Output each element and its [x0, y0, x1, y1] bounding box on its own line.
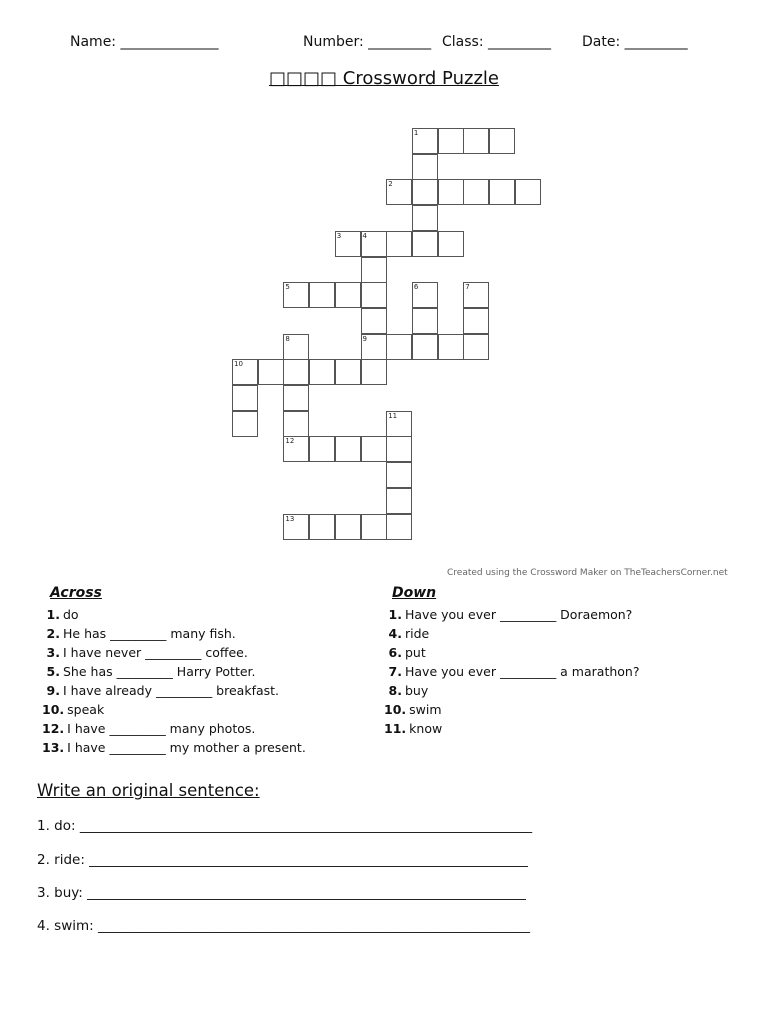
date-field: Date: _________ [582, 34, 688, 50]
clue-number: 8. [388, 683, 402, 698]
crossword-cell[interactable] [386, 179, 412, 205]
crossword-cell[interactable] [463, 179, 489, 205]
crossword-cell[interactable] [412, 308, 438, 334]
crossword-cell[interactable] [361, 257, 387, 283]
crossword-cell[interactable] [335, 231, 361, 257]
crossword-cell[interactable] [283, 411, 309, 437]
sentence-line-ride[interactable]: 2. ride: _________________________________________________________________ [37, 852, 528, 868]
crossword-cell[interactable] [489, 179, 515, 205]
clue-item [384, 605, 639, 624]
crossword-cell[interactable] [386, 436, 412, 462]
clue-number-label: 8 [285, 334, 290, 343]
crossword-cell[interactable] [361, 334, 387, 360]
clue-number-label: 1 [413, 129, 419, 137]
write-section-heading: Write an original sentence: [37, 781, 260, 800]
crossword-cell[interactable] [386, 462, 412, 488]
crossword-cell[interactable] [412, 282, 438, 308]
crossword-cell[interactable] [412, 231, 438, 257]
clue-number-label: 13 [285, 514, 295, 523]
clue-item [384, 700, 639, 719]
crossword-cell[interactable] [283, 385, 309, 411]
crossword-cell[interactable] [463, 282, 489, 308]
page-title: □□□□ Crossword Puzzle [269, 68, 499, 89]
crossword-cell[interactable] [361, 308, 387, 334]
crossword-cell[interactable] [463, 334, 489, 360]
crossword-cell[interactable] [386, 334, 412, 360]
crossword-cell[interactable] [283, 436, 309, 462]
clue-item [42, 624, 306, 643]
clue-item [384, 643, 639, 662]
clue-number: 1. [46, 607, 60, 622]
clue-item [384, 624, 639, 643]
clue-text: I have never _________ coffee. [63, 645, 248, 660]
crossword-cell[interactable] [438, 128, 464, 154]
clue-text: She has _________ Harry Potter. [63, 664, 256, 679]
crossword-cell[interactable] [386, 231, 412, 257]
crossword-cell[interactable] [412, 128, 438, 154]
across-heading: Across [50, 585, 102, 601]
crossword-cell[interactable] [412, 154, 438, 180]
clue-item [384, 681, 639, 700]
crossword-cell[interactable] [361, 359, 387, 385]
crossword-cell[interactable] [232, 385, 258, 411]
clue-number: 1. [388, 607, 402, 622]
down-heading: Down [392, 585, 437, 601]
crossword-cell[interactable] [361, 436, 387, 462]
crossword-cell[interactable] [335, 514, 361, 540]
clue-number-label: 11 [388, 411, 398, 420]
clue-number: 4. [388, 626, 402, 641]
crossword-cell[interactable] [463, 128, 489, 154]
clue-item [42, 662, 306, 681]
clue-text: Have you ever _________ Doraemon? [405, 607, 633, 622]
crossword-cell[interactable] [438, 334, 464, 360]
clue-number-label: 2 [388, 180, 393, 189]
crossword-cell[interactable] [438, 179, 464, 205]
crossword-cell[interactable] [232, 359, 258, 385]
clue-text: know [409, 721, 443, 736]
crossword-cell[interactable] [283, 334, 309, 360]
clue-item [42, 700, 306, 719]
clue-text: put [405, 645, 426, 660]
crossword-cell[interactable] [283, 359, 309, 385]
crossword-cell[interactable] [283, 514, 309, 540]
clue-text: I have already _________ breakfast. [63, 683, 280, 698]
clue-number-label: 9 [362, 334, 367, 343]
clue-number-label: 3 [336, 231, 342, 240]
clue-number-label: 12 [285, 437, 295, 446]
crossword-cell[interactable] [438, 231, 464, 257]
clue-item [384, 719, 639, 738]
clue-number: 5. [46, 664, 60, 679]
clue-number: 13. [42, 740, 65, 755]
crossword-cell[interactable] [232, 411, 258, 437]
down-clue-list [384, 605, 639, 738]
clue-number-label: 7 [465, 283, 470, 292]
crossword-cell[interactable] [309, 436, 335, 462]
sentence-line-swim[interactable]: 4. swim: ________________________________________________________________ [37, 918, 530, 934]
crossword-cell[interactable] [412, 334, 438, 360]
clue-number: 10. [384, 702, 407, 717]
clue-text: ride [405, 626, 430, 641]
crossword-cell[interactable] [386, 514, 412, 540]
crossword-cell[interactable] [361, 231, 387, 257]
sentence-line-buy[interactable]: 3. buy: _________________________________________________________________ [37, 885, 526, 901]
crossword-cell[interactable] [361, 282, 387, 308]
clue-number: 2. [46, 626, 60, 641]
name-field: Name: ______________ [70, 34, 219, 50]
crossword-cell[interactable] [361, 514, 387, 540]
clue-item [42, 738, 306, 757]
clue-text: buy [405, 683, 429, 698]
clue-text: I have _________ my mother a present. [67, 740, 306, 755]
clue-item [384, 662, 639, 681]
crossword-cell[interactable] [309, 514, 335, 540]
clue-item [42, 719, 306, 738]
crossword-cell[interactable] [309, 359, 335, 385]
sentence-line-do[interactable]: 1. do: ___________________________________________________________________ [37, 818, 533, 834]
crossword-cell[interactable] [258, 359, 284, 385]
clue-number: 10. [42, 702, 65, 717]
clue-text: Have you ever _________ a marathon? [405, 664, 640, 679]
clue-number: 9. [46, 683, 60, 698]
clue-text: do [63, 607, 79, 622]
crossword-cell[interactable] [463, 308, 489, 334]
clue-number-label: 4 [362, 231, 367, 240]
crossword-cell[interactable] [335, 359, 361, 385]
crossword-cell[interactable] [283, 282, 309, 308]
clue-number: 11. [384, 721, 407, 736]
clue-text: He has _________ many fish. [63, 626, 236, 641]
clue-number: 12. [42, 721, 65, 736]
crossword-cell[interactable] [412, 179, 438, 205]
across-clue-list [42, 605, 306, 757]
clue-number: 7. [388, 664, 402, 679]
clue-item [42, 605, 306, 624]
number-field: Number: _________ [303, 34, 432, 50]
crossword-cell[interactable] [386, 488, 412, 514]
crossword-cell[interactable] [515, 179, 541, 205]
crossword-cell[interactable] [335, 282, 361, 308]
clue-item [42, 643, 306, 662]
clue-number: 3. [46, 645, 60, 660]
crossword-cell[interactable] [335, 436, 361, 462]
crossword-cell[interactable] [386, 411, 412, 437]
clue-text: I have _________ many photos. [67, 721, 256, 736]
clue-number-label: 6 [413, 283, 419, 292]
clue-number: 6. [388, 645, 402, 660]
crossword-cell[interactable] [412, 205, 438, 231]
clue-item [42, 681, 306, 700]
credit-text: Created using the Crossword Maker on TheTeachersCorner.net [447, 568, 728, 578]
class-field: Class: _________ [442, 34, 551, 50]
clue-text: swim [409, 702, 442, 717]
clue-text: speak [67, 702, 105, 717]
clue-number-label: 10 [234, 360, 243, 369]
crossword-cell[interactable] [309, 282, 335, 308]
clue-number-label: 5 [285, 283, 290, 292]
crossword-cell[interactable] [489, 128, 515, 154]
